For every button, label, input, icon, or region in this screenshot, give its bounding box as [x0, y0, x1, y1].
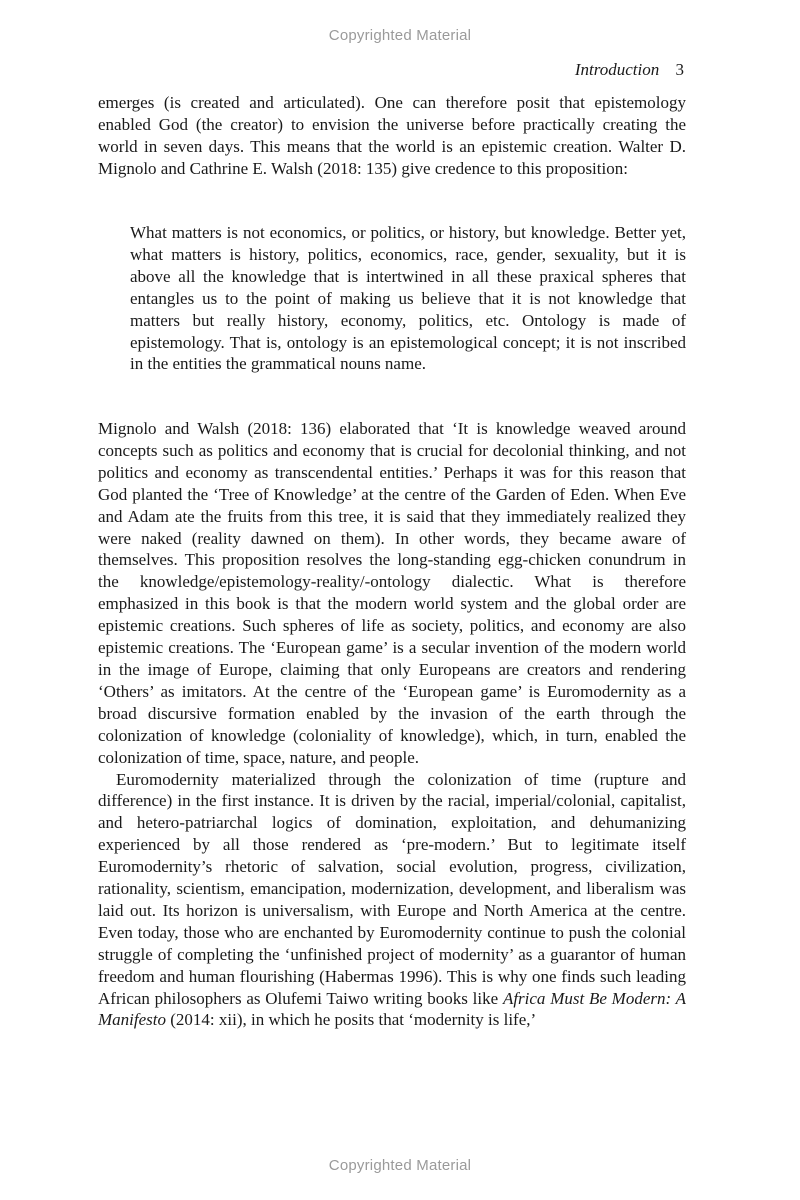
- copyright-watermark-bottom: Copyrighted Material: [328, 1157, 472, 1174]
- chapter-title: Introduction: [574, 60, 660, 79]
- paragraph-3-text-end: (2014: xii), in which he posits that ‘modernity is life,’: [166, 1010, 537, 1030]
- copyright-watermark-top: Copyrighted Material: [328, 27, 472, 44]
- paragraph-3-text-start: Euromodernity materialized through the colonization of time (rupture and difference) in the first instance. It is driven by the racial, imperial/colonial, capitalist, and hetero-patriarchal logics of domination, exploitation, and dehumanizing experienced by all those rendered as ‘pre-modern.’ But to legitimate itself Euromodernity’s rhetoric of salvation, social evolution, progress, civilization, rationality, scientism, emancipation, modernization, development, and liberalism was laid out. Its horizon is universalism, with Europe and North America at the centre. Even today, those who are enchanted by Euromodernity continue to push the colonial struggle of completing the ‘unfinished project of modernity’ as a guarantor of human freedom and human flourishing (Habermas 1996). This is why one finds such leading African philosophers as Olufemi Taiwo writing books like: [98, 769, 686, 1008]
- block-quote-text: What matters is not economics, or politics, or history, but knowledge. Better yet, what matters is history, politics, economics, race, gender, sexuality, but it is above all the knowledge that is intertwined in all these praxical spheres that entangles us to the point of making us believe that it is not knowledge that matters but really history, economy, politics, etc. Ontology is made of epistemology. That is, ontology is an epistemological concept; it is not inscribed in the entities the grammatical nouns name.: [130, 223, 686, 374]
- paragraph-2: Mignolo and Walsh (2018: 136) elaborated that ‘It is knowledge weaved around concepts such as politics and economy that is crucial for decolonial thinking, and not politics and economy as transcendental entities.’ Perhaps it was for this reason that God planted the ‘Tree of Knowledge’ at the centre of the Garden of Eden. When Eve and Adam ate the fruits from this tree, it is said that they immediately realized they were naked (reality dawned on them). In other words, they became aware of themselves. This proposition resolves the long-standing egg-chicken conundrum in the knowledge/epistemology-reality/-ontology dialectic. What is therefore emphasized in this book is that the modern world system and the global order are epistemic creations. Such spheres of life as society, politics, and economy are also epistemic creations. The ‘European game’ is a secular invention of the modern world in the image of Europe, claiming that only Europeans are creators and rendering ‘Others’ as imitators. At the centre of the ‘European game’ is Euromodernity as a broad discursive formation enabled by the invasion of the earth through the colonization of knowledge (coloniality of knowledge), which, in turn, enabled the colonization of time, space, nature, and people.: [98, 419, 686, 767]
- paragraph-1: emerges (is created and articulated). One can therefore posit that epistemology enabled God (the creator) to envision the universe before practically creating the world in seven days. This means that the world is an epistemic creation. Walter D. Mignolo and Cathrine E. Walsh (2018: 135) give credence to this proposition:: [98, 93, 686, 178]
- page-number: 3: [675, 60, 684, 79]
- running-head: [575, 60, 684, 80]
- book-title-italic: Africa Must Be Modern: A Manifesto: [98, 988, 687, 1030]
- paragraph-3: [98, 769, 686, 1032]
- block-quote: [130, 222, 686, 375]
- body-text-main: [98, 418, 686, 1031]
- body-text-top: [98, 92, 686, 180]
